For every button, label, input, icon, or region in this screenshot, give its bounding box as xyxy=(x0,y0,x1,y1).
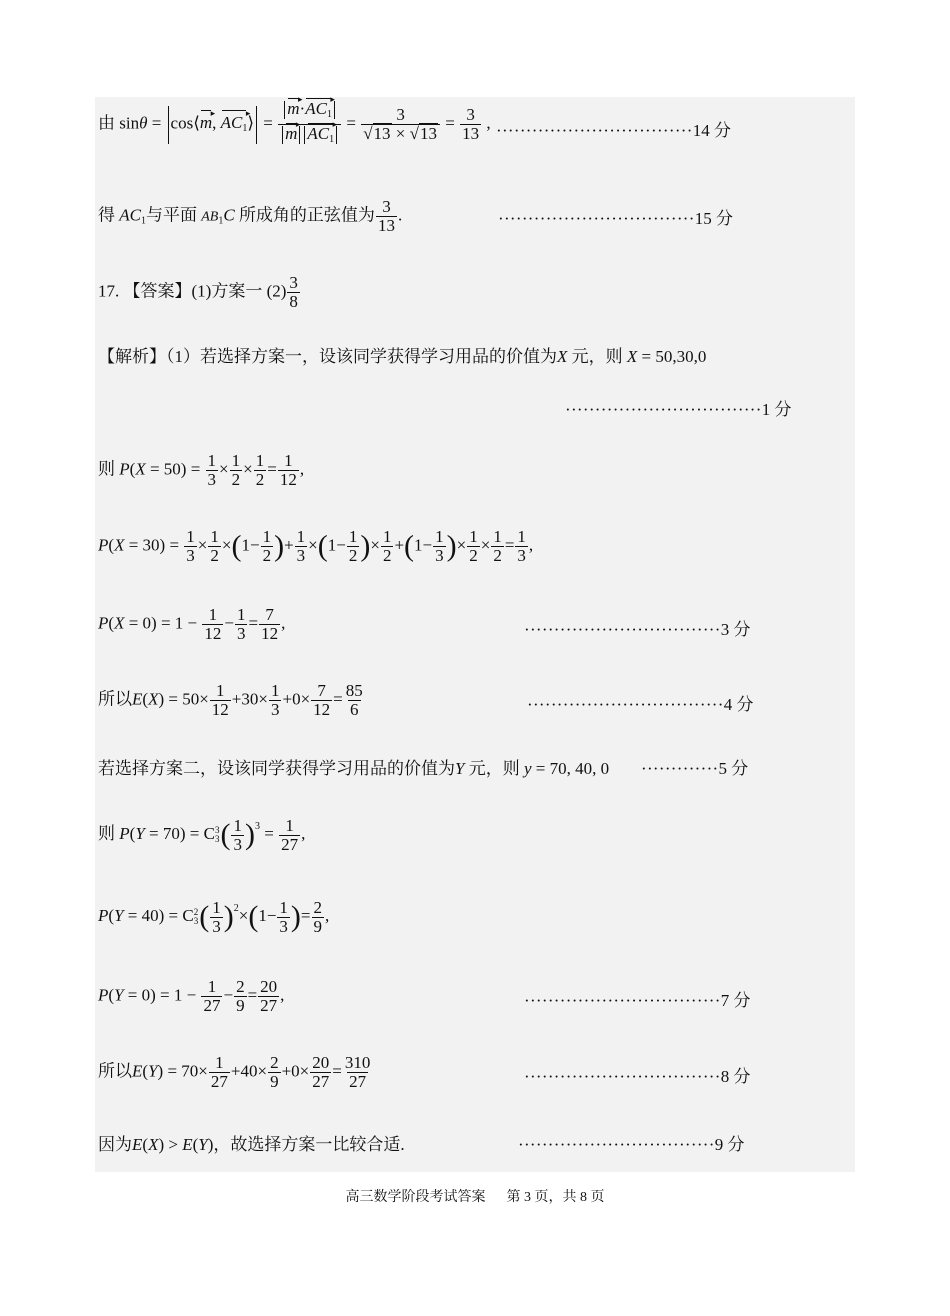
formula-sin-theta: 由 sinθ = cos⟨m ▸, $AC_1$ ▸⟩ = $\frac{m ▸\cdot AC_1 ▸}{m ▸ AC_1}$ ▸ = $\frac{3}{√13 \times √13}$ = $\frac{3}{13}$ , xyxy=(98,100,491,149)
conclusion: 因为E(X) > E(Y)，故选择方案一比较合适. xyxy=(98,1135,405,1154)
plan-two-intro: 若选择方案二，设该同学获得学习用品的价值为Y 元，则 y = 70, 40, 0 xyxy=(98,759,610,778)
footer-title: 高三数学阶段考试答案 xyxy=(345,1190,486,1205)
footer-page-number: 第 3 页，共 8 页 xyxy=(506,1190,605,1205)
page-footer xyxy=(0,1186,950,1206)
score-7: ·································7 分 xyxy=(524,991,751,1010)
score-5: ·············5 分 xyxy=(641,759,749,778)
score-14: ·································14 分 xyxy=(496,121,731,140)
score-9: ·································9 分 xyxy=(518,1135,745,1154)
text-prefix: 由 xyxy=(98,113,115,133)
expectation-y: 所以E(Y) = 70× $\frac{1}{27}$ +40× $\frac{2}{9}$ +0× $\frac{20}{27}$ = $\frac{310}{27}$ xyxy=(98,1053,371,1091)
prob-x-0: P(X = 0) = 1 − $\frac{1}{12}$ − $\frac{1}{3}$ = $\frac{7}{12}$ , xyxy=(98,605,286,643)
analysis-intro: 【解析】（1）若选择方案一，设该同学获得学习用品的价值为X 元，则 X = 50,30,0 xyxy=(98,347,707,366)
score-3: ·································3 分 xyxy=(524,620,751,639)
score-4: ·································4 分 xyxy=(527,695,754,714)
expectation-x: 所以E(X) = 50× $\frac{1}{12}$ +30× $\frac{1}{3}$ +0× $\frac{7}{12}$ = $\frac{85}{6}$ xyxy=(98,681,363,719)
prob-x-30: P(X = 30) = $\frac{1}{3}$ × $\frac{1}{2}$ ×(1− $\frac{1}{2}$ )+ $\frac{1}{3}$ ×(1− $\frac{1}{2}$ )× $\frac{1}{2}$ +(1− $\frac{1}{3}$ )× $\frac{1}{2}$ × $\frac{1}{2}$ = $\frac{1}{3}$ , xyxy=(98,527,534,565)
prob-y-70: 则 P(Y = 70) = C 3 3 ( $\frac{1}{3}$ )$^3$ = $\frac{1}{27}$ , xyxy=(98,815,306,854)
q17-answer: 17. 【答案】(1)方案一 (2) $\frac{3}{8}$ xyxy=(98,273,298,311)
prob-y-40: P(Y = 40) = C 2 3 ( $\frac{1}{3}$ )$^2$×(1− $\frac{1}{3}$ )= $\frac{2}{9}$ , xyxy=(98,897,330,936)
score-15: ·································15 分 xyxy=(498,209,733,228)
score-8: ·································8 分 xyxy=(524,1067,751,1086)
score-1: ·································1 分 xyxy=(565,400,792,419)
prob-x-50: 则 P(X = 50) = $\frac{1}{3}$ × $\frac{1}{2}$ × $\frac{1}{2}$ = $\frac{1}{12}$ , xyxy=(98,451,305,489)
sine-value-line: 得 $AC_1$与平面 $AB_1C$ 所成角的正弦值为 $\frac{3}{13}$ . xyxy=(98,197,403,235)
prob-y-0: P(Y = 0) = 1 − $\frac{1}{27}$ − $\frac{2}{9}$ = $\frac{20}{27}$ , xyxy=(98,977,285,1015)
